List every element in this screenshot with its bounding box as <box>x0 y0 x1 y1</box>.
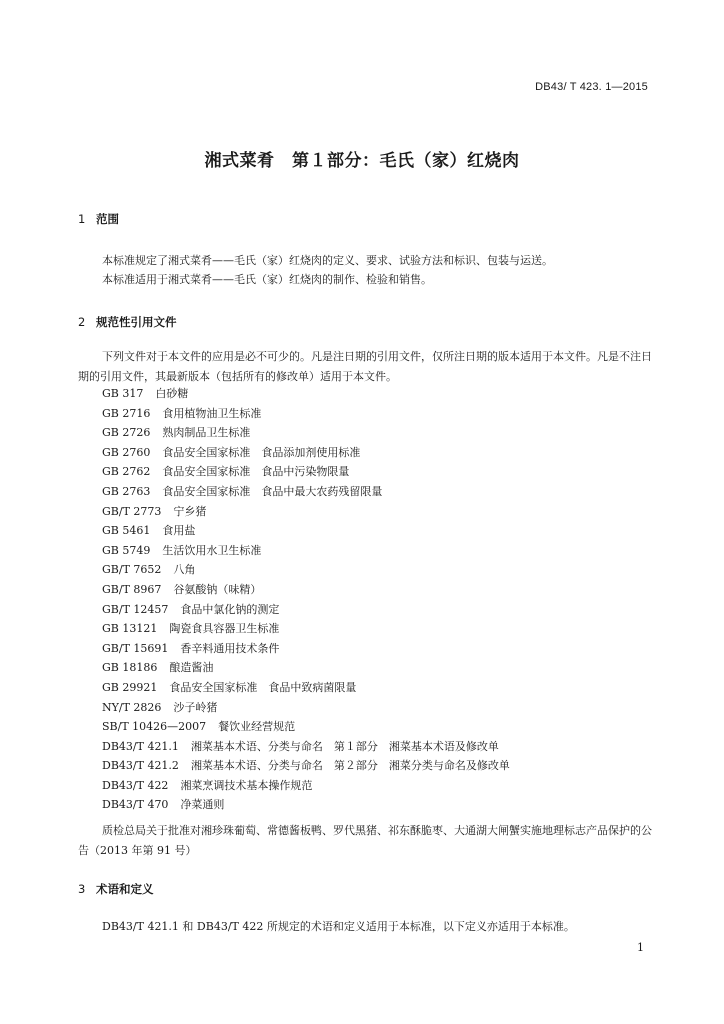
reference-item <box>102 384 510 404</box>
reference-name: 酿造酱油 <box>169 661 214 675</box>
section-1-para-1: 本标准规定了湘式菜肴——毛氏（家）红烧肉的定义、要求、试验方法和标识、包装与运送。 <box>102 254 553 267</box>
reference-name: 食品安全国家标准 食品添加剂使用标准 <box>162 445 361 459</box>
reference-name: 净菜通则 <box>180 798 225 812</box>
reference-name: 陶瓷食具容器卫生标准 <box>169 622 280 636</box>
reference-item <box>102 580 510 600</box>
reference-name: 湘菜基本术语、分类与命名 第２部分 湘菜分类与命名及修改单 <box>190 759 510 773</box>
reference-name: 食品中氯化钠的测定 <box>180 602 280 616</box>
reference-code: SB/T 10426—2007 <box>102 720 207 734</box>
reference-code: GB 2763 <box>102 484 151 498</box>
reference-code: GB 13121 <box>102 622 158 636</box>
section-1-para-2: 本标准适用于湘式菜肴——毛氏（家）红烧肉的制作、检验和销售。 <box>102 273 432 286</box>
reference-code: GB 2716 <box>102 406 151 420</box>
reference-code: NY/T 2826 <box>102 700 162 714</box>
reference-code: GB 5749 <box>102 543 151 557</box>
reference-name: 谷氨酸钠（味精） <box>173 582 262 596</box>
section-2-intro: 下列文件对于本文件的应用是必不可少的。凡是注日期的引用文件，仅所注日期的版本适用于本文件。凡是不注日期的引用文件，其最新版本（包括所有的修改单）适用于本文件。 <box>78 350 652 383</box>
reference-name: 香辛料通用技术条件 <box>180 641 280 655</box>
reference-item <box>102 795 510 815</box>
reference-item <box>102 462 510 482</box>
standard-code: DB43/ T 423. 1—2015 <box>535 81 648 93</box>
reference-code: GB 2762 <box>102 465 151 479</box>
section-2-number: 2 <box>78 315 86 329</box>
reference-item <box>102 482 510 502</box>
section-1-heading <box>78 211 119 227</box>
section-3-number: 3 <box>78 882 86 896</box>
reference-name: 食用盐 <box>162 524 196 538</box>
reference-item <box>102 717 510 737</box>
reference-code: DB43/T 421.2 <box>102 759 179 773</box>
reference-name: 餐饮业经营规范 <box>218 720 296 734</box>
section-3-para-1: DB43/T 421.1 和 DB43/T 422 所规定的术语和定义适用于本标准，以下定义亦适用于本标准。 <box>102 920 575 933</box>
reference-name: 白砂糖 <box>155 387 189 400</box>
reference-name: 沙子岭猪 <box>173 700 218 714</box>
reference-name: 食品安全国家标准 食品中污染物限量 <box>162 465 350 479</box>
reference-name: 熟肉制品卫生标准 <box>162 426 251 440</box>
reference-code: GB/T 7652 <box>102 563 162 577</box>
section-3-heading <box>78 881 154 897</box>
reference-item <box>102 541 510 561</box>
reference-item <box>102 737 510 757</box>
section-3-title: 术语和定义 <box>96 882 154 896</box>
reference-name: 宁乡猪 <box>173 504 207 518</box>
section-1-title: 范围 <box>96 212 119 226</box>
section-2-title: 规范性引用文件 <box>96 315 177 329</box>
reference-item <box>102 658 510 678</box>
reference-item <box>102 502 510 522</box>
reference-code: GB/T 8967 <box>102 582 162 596</box>
reference-code: GB 29921 <box>102 680 158 694</box>
reference-item <box>102 756 510 776</box>
normative-references-list <box>102 384 510 815</box>
reference-name: 食品安全国家标准 食品中最大农药残留限量 <box>162 484 383 498</box>
section-2-heading <box>78 314 177 330</box>
reference-item <box>102 619 510 639</box>
section-1-number: 1 <box>78 212 86 226</box>
reference-name: 湘菜烹调技术基本操作规范 <box>180 778 313 792</box>
reference-name: 食用植物油卫生标准 <box>162 406 262 420</box>
reference-item <box>102 678 510 698</box>
reference-item <box>102 521 510 541</box>
reference-name: 湘菜基本术语、分类与命名 第１部分 湘菜基本术语及修改单 <box>190 739 499 753</box>
reference-code: GB/T 2773 <box>102 504 162 518</box>
reference-item <box>102 443 510 463</box>
reference-code: GB 5461 <box>102 524 151 538</box>
reference-code: GB/T 12457 <box>102 602 169 616</box>
reference-name: 八角 <box>173 563 196 577</box>
reference-code: DB43/T 421.1 <box>102 739 179 753</box>
reference-item <box>102 423 510 443</box>
reference-item <box>102 776 510 796</box>
reference-item <box>102 560 510 580</box>
reference-name: 生活饮用水卫生标准 <box>162 543 262 557</box>
reference-name: 食品安全国家标准 食品中致病菌限量 <box>169 680 357 694</box>
reference-code: GB 2760 <box>102 445 151 459</box>
reference-item <box>102 639 510 659</box>
reference-code: DB43/T 470 <box>102 798 169 812</box>
reference-code: DB43/T 422 <box>102 778 169 792</box>
section-2-notice: 质检总局关于批准对湘珍珠葡萄、常德酱板鸭、罗代黑猪、祁东酥脆枣、大通湖大闸蟹实施地理标志产品保护的公告（2013 年第 91 号） <box>78 824 652 857</box>
reference-item <box>102 698 510 718</box>
reference-item <box>102 404 510 424</box>
reference-code: GB 18186 <box>102 661 158 675</box>
reference-code: GB 2726 <box>102 426 151 440</box>
reference-item <box>102 600 510 620</box>
document-title: 湘式菜肴 第１部分：毛氏（家）红烧肉 <box>204 151 520 171</box>
reference-code: GB 317 <box>102 387 144 400</box>
page-number: 1 <box>637 941 644 954</box>
reference-code: GB/T 15691 <box>102 641 169 655</box>
